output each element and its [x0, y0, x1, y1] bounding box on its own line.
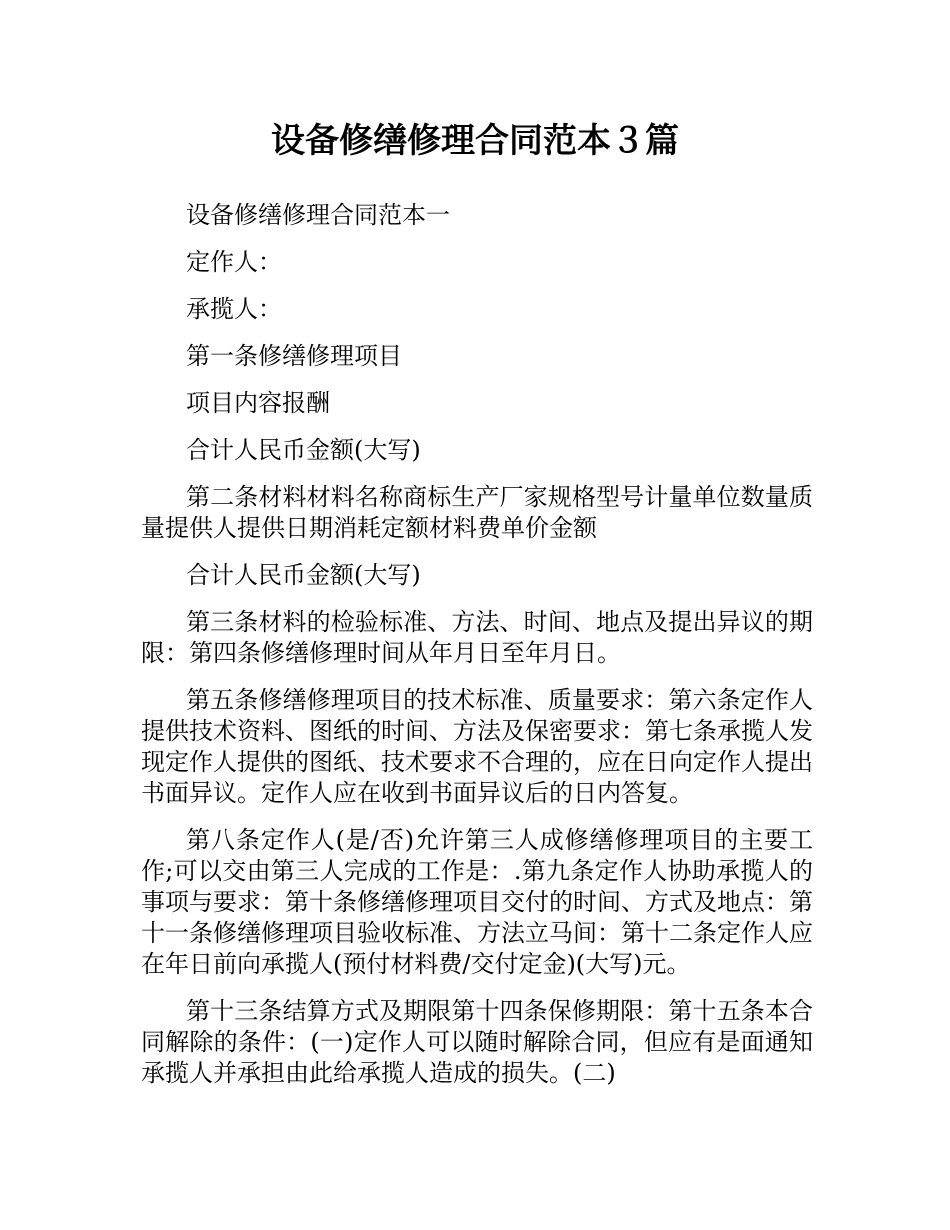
paragraph-contract-heading: 设备修缮修理合同范本一: [186, 201, 450, 229]
paragraph-article-5-7: 第五条修缮修理项目的技术标准、质量要求：第六条定作人提供技术资料、图纸的时间、方法及保密要求：第七条承揽人发现定作人提供的图纸、技术要求不合理的，应在日向定作人提出书面异议。定作人应在收到书面异议后的日内答复。: [141, 686, 813, 807]
document-title: 设备修缮修理合同范本３篇: [271, 121, 679, 161]
paragraph-article-13-15: 第十三条结算方式及期限第十四条保修期限：第十五条本合同解除的条件：(一)定作人可以随时解除合同，但应有是面通知承揽人并承担由此给承揽人造成的损失。(二): [141, 997, 813, 1087]
paragraph-project-content: 项目内容报酬: [186, 389, 330, 417]
paragraph-article-2: 第二条材料材料名称商标生产厂家规格型号计量单位数量质量提供人提供日期消耗定额材料费单价金额: [141, 483, 813, 542]
paragraph-article-1: 第一条修缮修理项目: [186, 342, 402, 370]
paragraph-total-amount: 合计人民币金额(大写): [186, 436, 421, 464]
paragraph-article-3-4: 第三条材料的检验标准、方法、时间、地点及提出异议的期限：第四条修缮修理时间从年月日至年月日。: [141, 608, 813, 667]
paragraph-article-8-12: 第八条定作人(是/否)允许第三人成修缮修理项目的主要工作;可以交由第三人完成的工作是：.第九条定作人协助承揽人的事项与要求：第十条修缮修理项目交付的时间、方式及地点：第十一条修缮修理项目验收标准、方法立马间：第十二条定作人应在年日前向承揽人(预付材料费/交付定金)(大写)元。: [141, 826, 813, 978]
paragraph-party-a: 定作人：: [186, 248, 282, 276]
document-body: [141, 200, 813, 1105]
paragraph-total-amount-2: 合计人民币金额(大写): [186, 561, 421, 589]
paragraph-party-b: 承揽人：: [186, 295, 282, 323]
